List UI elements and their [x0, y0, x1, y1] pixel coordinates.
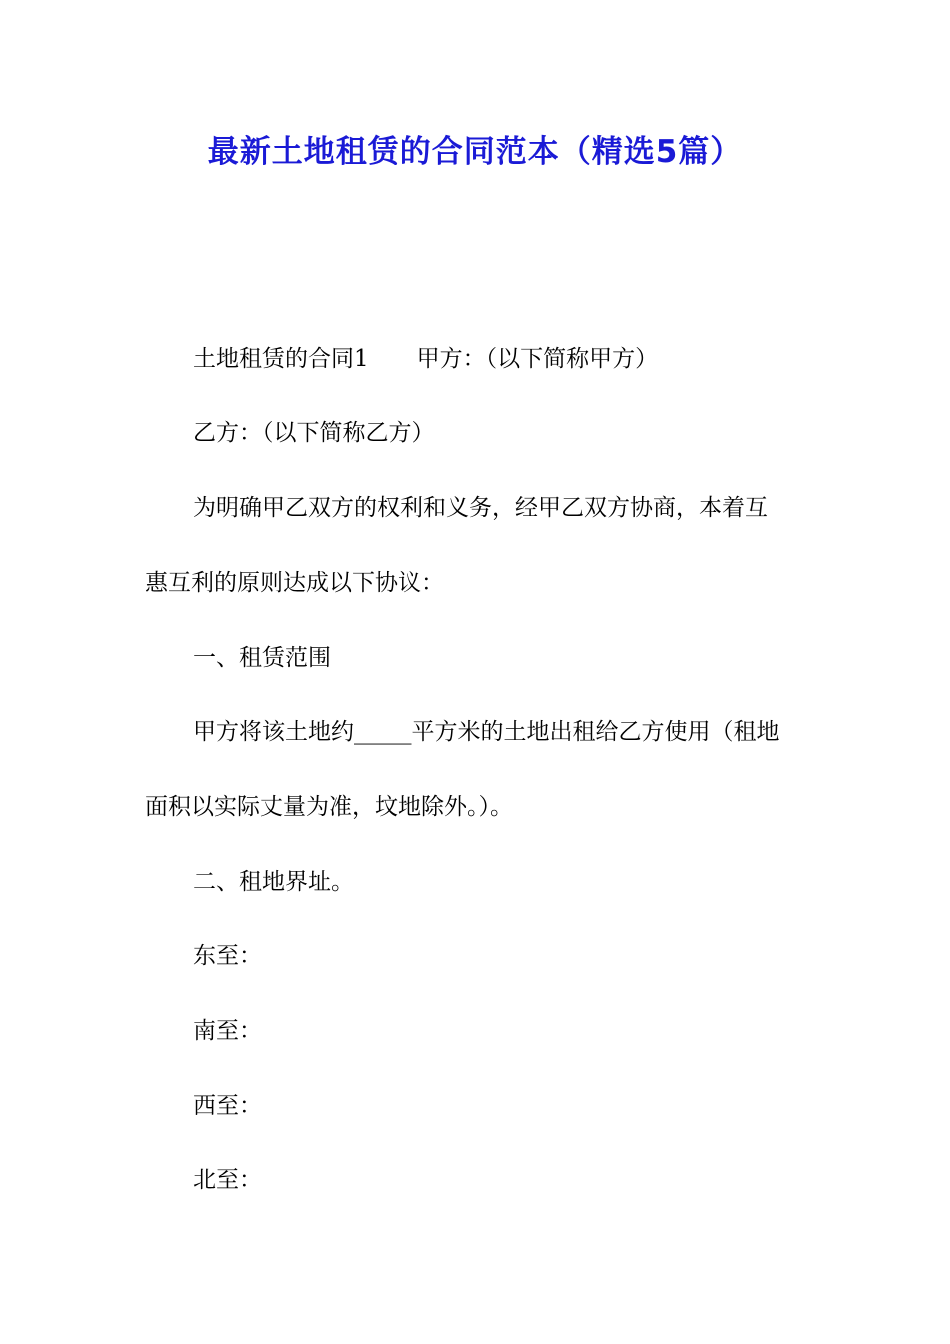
- boundary-south: 南至：: [193, 1018, 262, 1044]
- section-2-heading: 二、租地界址。: [193, 869, 354, 895]
- boundary-west: 西至：: [193, 1093, 262, 1119]
- party-b-line: 乙方：（以下简称乙方）: [193, 420, 435, 446]
- contract-heading: 土地租赁的合同1: [193, 346, 369, 372]
- boundary-north: 北至：: [193, 1167, 262, 1193]
- contract-heading-line: [193, 339, 658, 379]
- boundary-east: 东至：: [193, 943, 262, 969]
- preamble-line-1: 为明确甲乙双方的权利和义务，经甲乙双方协商，本着互: [193, 495, 768, 521]
- section-1-line-2: 面积以实际丈量为准，坟地除外。）。: [145, 794, 513, 820]
- section-1-heading: 一、租赁范围: [193, 645, 331, 671]
- document-title: 最新土地租赁的合同范本（精选5篇）: [207, 134, 743, 170]
- preamble-line-2: 惠互利的原则达成以下协议：: [145, 570, 444, 596]
- section-1-line-1: 甲方将该土地约_____平方米的土地出租给乙方使用（租地: [193, 719, 780, 745]
- party-a-line: 甲方：（以下简称甲方）: [416, 346, 659, 372]
